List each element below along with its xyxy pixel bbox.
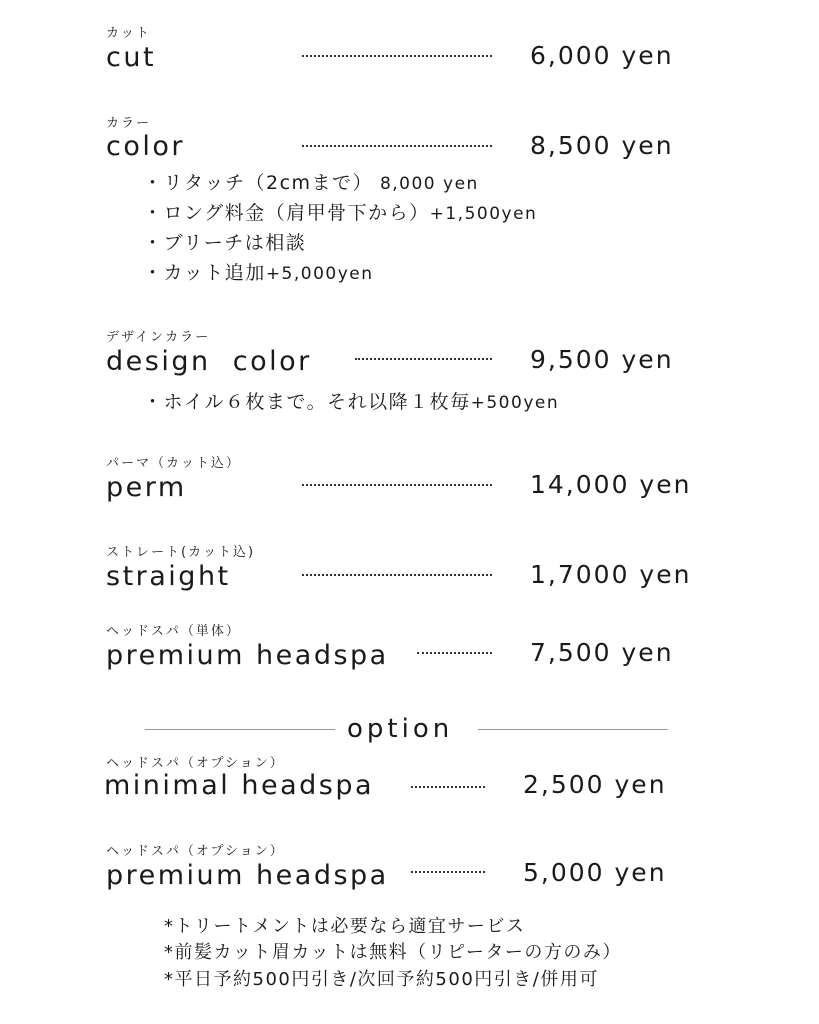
color-note-long (143, 204, 537, 223)
option-minimal-price: 2,500 yen (523, 770, 667, 799)
straight-name: straight (106, 561, 231, 592)
option-minimal-leader (411, 786, 485, 788)
perm-price: 14,000 yen (530, 470, 692, 499)
option-minimal-kana: ヘッドスパ（オプション） (106, 756, 285, 771)
footnote-treatment: *トリートメントは必要なら適宜サービス (164, 916, 526, 937)
headspa-price: 7,500 yen (530, 638, 674, 667)
footnote-discount: *平日予約500円引き/次回予約500円引き/併用可 (164, 969, 599, 990)
color-note-bleach (143, 234, 306, 253)
option-premium-price: 5,000 yen (523, 858, 667, 887)
color-price: 8,500 yen (530, 131, 674, 160)
design-color-note (143, 393, 559, 412)
note-text: ・カット追加 (143, 262, 266, 284)
note-text: ・ブリーチは相談 (143, 232, 307, 254)
option-rule-left (145, 729, 335, 730)
cut-kana: カット (106, 26, 151, 41)
note-text: ・ホイル６枚まで。それ以降１枚毎 (143, 391, 471, 413)
note-price: 8,000 yen (373, 174, 479, 194)
headspa-kana: ヘッドスパ（単体） (106, 624, 241, 639)
color-name: color (106, 131, 185, 162)
headspa-leader (417, 652, 492, 654)
design-color-price: 9,500 yen (530, 345, 674, 374)
design-color-kana: デザインカラー (106, 330, 211, 345)
perm-leader (302, 484, 492, 486)
perm-kana: パーマ（カット込） (106, 456, 241, 471)
cut-name: cut (106, 42, 157, 73)
color-note-retouch (143, 174, 479, 193)
option-title: option (347, 714, 454, 744)
footnote-bangs: *前髪カット眉カットは無料（リピーターの方のみ） (164, 942, 622, 963)
note-price: +5,000yen (265, 264, 374, 284)
note-text: ・リタッチ（2cmまで） (143, 172, 374, 194)
design-color-name: design color (106, 346, 312, 377)
color-note-cut (143, 264, 374, 283)
color-kana: カラー (106, 116, 152, 131)
option-premium-leader (411, 871, 485, 873)
cut-price: 6,000 yen (530, 41, 674, 70)
color-leader (302, 145, 492, 147)
option-rule-right (478, 729, 668, 730)
option-minimal-name: minimal headspa (104, 770, 375, 801)
note-text: ・ロング料金（肩甲骨下から） (143, 202, 430, 224)
straight-kana: ストレート(カット込) (106, 545, 256, 560)
design-color-leader (355, 358, 492, 360)
straight-leader (302, 574, 492, 576)
straight-price: 1,7000 yen (530, 560, 692, 589)
note-price: +1,500yen (429, 204, 538, 224)
option-premium-kana: ヘッドスパ（オプション） (106, 844, 285, 859)
note-price: +500yen (470, 393, 560, 413)
perm-name: perm (106, 472, 187, 503)
cut-leader (302, 55, 492, 57)
headspa-name: premium headspa (106, 640, 389, 671)
option-premium-name: premium headspa (106, 860, 389, 891)
